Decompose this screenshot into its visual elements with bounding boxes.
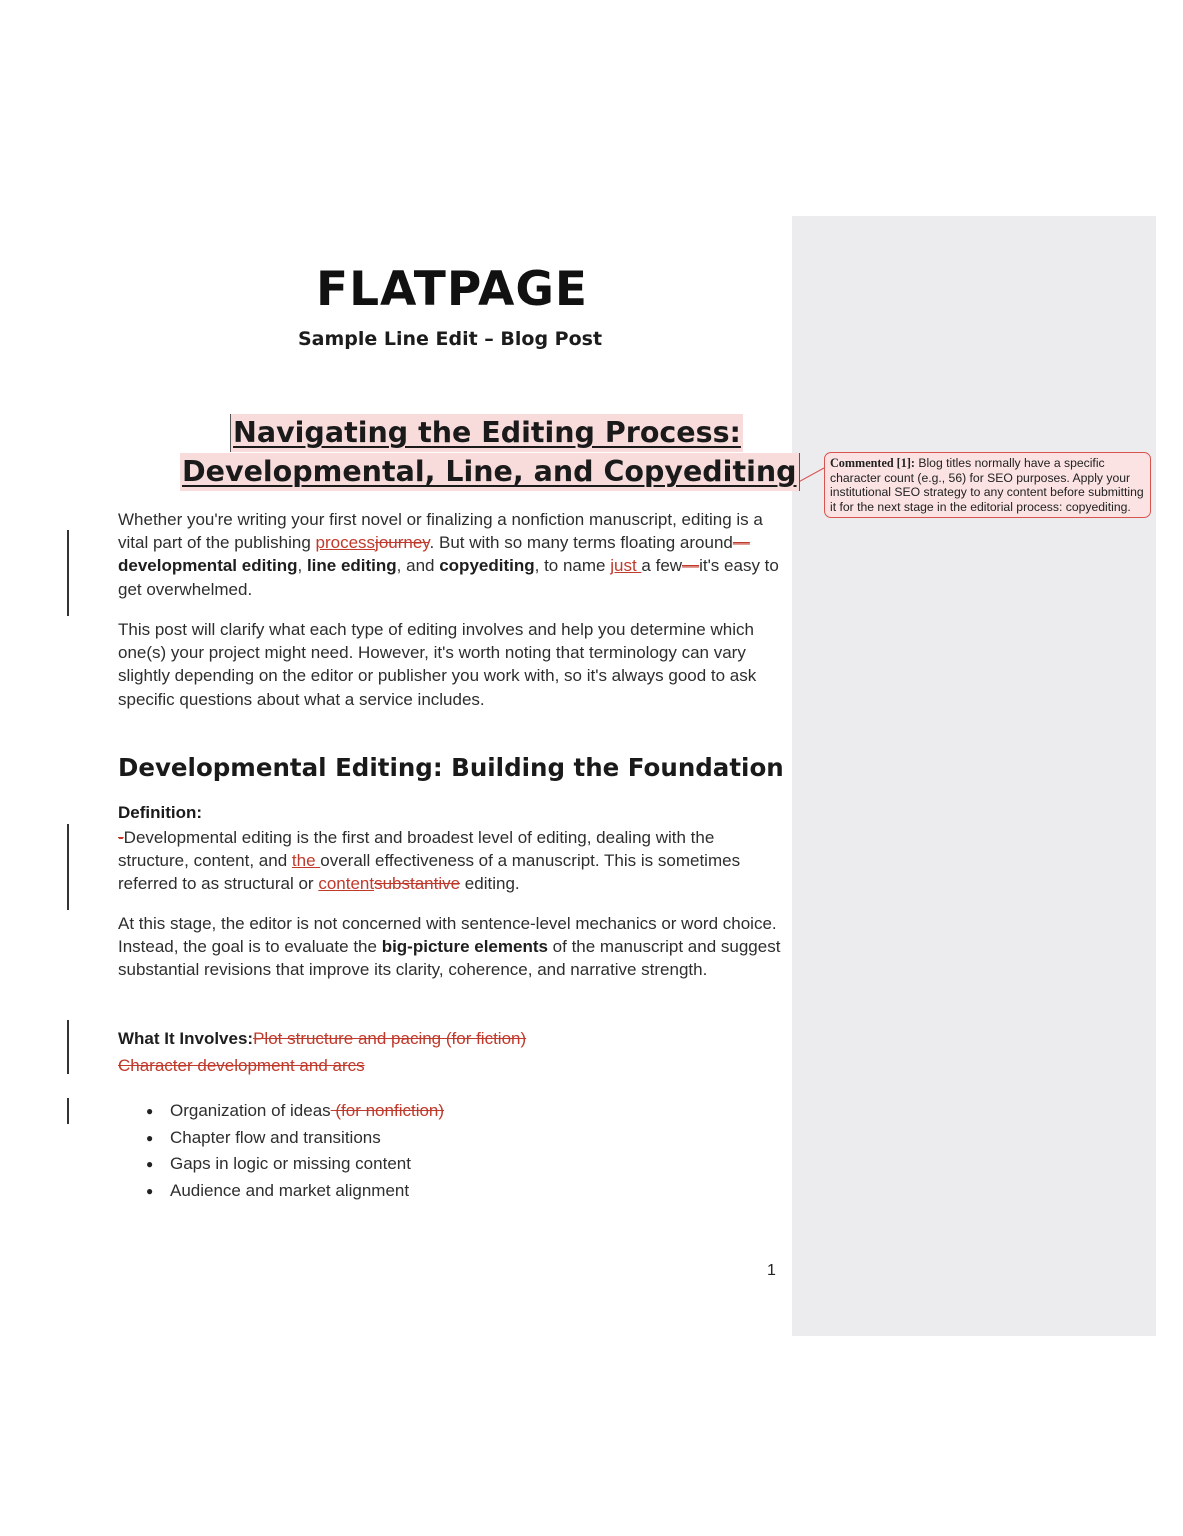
blog-title-line-2[interactable]: Developmental, Line, and Copyediting — [180, 453, 800, 491]
deletion: Character development and arcs — [118, 1056, 365, 1075]
insertion: process — [315, 533, 376, 553]
insertion: just — [610, 556, 642, 576]
stage-paragraph: At this stage, the editor is not concerned with sentence-level mechanics or word choice. Instead, the goal is to evaluate the big-picture elements of the manuscript and suggest substantial revisions that improve its clarity, coherence, and narrative strength. — [118, 914, 781, 980]
change-bar — [67, 1098, 69, 1124]
list-item: ● Gaps in logic or missing content — [146, 1151, 444, 1178]
involves-list — [146, 1098, 444, 1204]
comment-balloon[interactable] — [824, 452, 1151, 518]
deletion: — — [682, 556, 700, 576]
section-heading: Developmental Editing: Building the Foundation — [118, 753, 784, 782]
intro-paragraph: Whether you're writing your first novel or finalizing a nonfiction manuscript, editing is a vital part of the publishing processjourney. But with so many terms floating around—developmental editing, line editing, and copyediting, to name just a few—it's easy to get overwhelmed. — [118, 510, 779, 599]
list-item: ● Audience and market alignment — [146, 1178, 444, 1205]
deletion: journey — [375, 533, 430, 553]
deletion: Plot structure and pacing (for fiction) — [253, 1029, 527, 1048]
overview-paragraph: This post will clarify what each type of editing involves and help you determine which one(s) your project might need. However, it's worth noting that terminology can vary slightly depending on the editor or publisher you work with, so it's always good to ask specific questions about what a service includes. — [118, 620, 757, 709]
definition-paragraph: -Developmental editing is the first and broadest level of editing, dealing with the structure, content, and the overall effectiveness of a manuscript. This is sometimes referred to as structural or contentsubstantive editing. — [118, 828, 741, 894]
document-subtitle: Sample Line Edit – Blog Post — [297, 328, 603, 350]
list-item: ● Chapter flow and transitions — [146, 1125, 444, 1152]
comment-margin — [792, 216, 1156, 1336]
change-bar — [67, 1020, 69, 1074]
comment-label: Commented [1]: — [830, 456, 915, 470]
comment-text: Blog titles normally have a specific character count (e.g., 56) for SEO purposes. Apply your institutional SEO strategy to any content before submitting it for the next stage in the editorial process: copyediting. — [830, 456, 1144, 514]
involves-block — [118, 1025, 784, 1079]
deletion: — — [732, 533, 750, 553]
deletion: - — [118, 828, 124, 847]
deletion: (for nonfiction) — [330, 1101, 445, 1120]
page-number: 1 — [767, 1262, 776, 1279]
deletion: substantive — [374, 874, 461, 894]
change-bar — [67, 824, 69, 910]
list-item: ● Organization of ideas (for nonfiction) — [146, 1098, 444, 1125]
definition-label: Definition: — [118, 803, 203, 822]
change-bar — [67, 530, 69, 616]
involves-label: What It Involves: — [118, 1029, 254, 1048]
blog-title-line-1[interactable]: Navigating the Editing Process: — [230, 414, 743, 452]
insertion: content — [318, 874, 375, 894]
flatpage-logo: FLATPAGE — [316, 262, 589, 317]
insertion: the — [291, 851, 321, 871]
